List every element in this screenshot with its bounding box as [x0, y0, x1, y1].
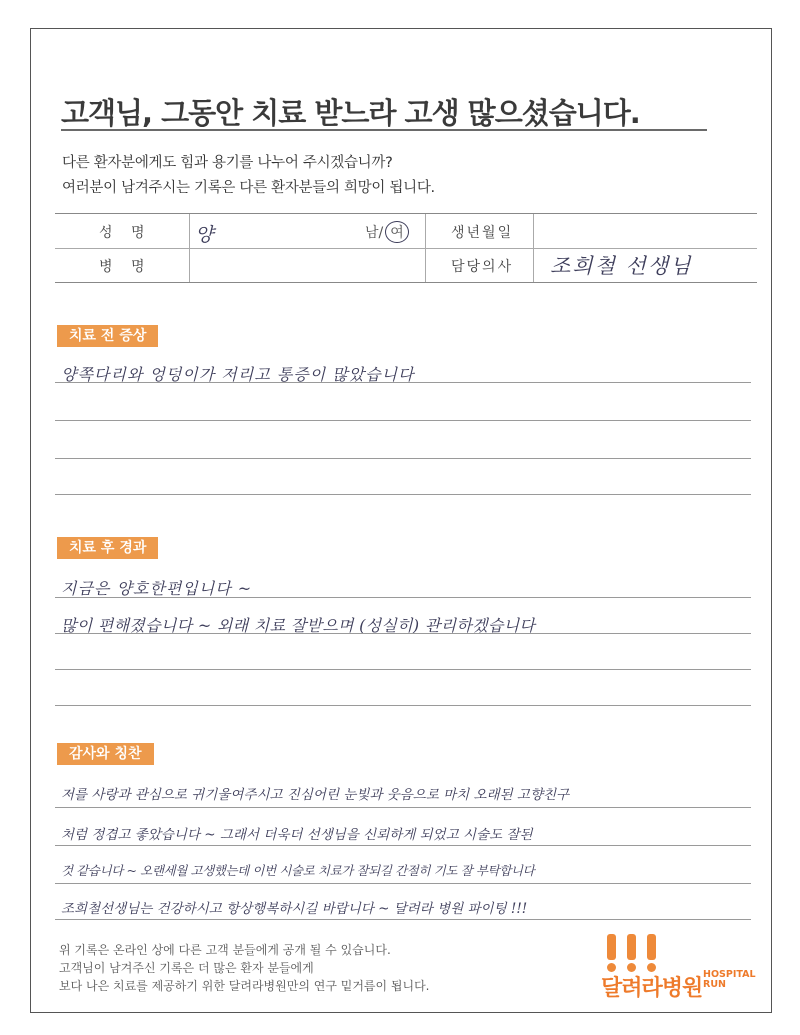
logo-en-line-2: RUN	[703, 979, 726, 990]
footer-line-2: 고객님이 남겨주신 기록은 더 많은 환자 분들에게	[59, 961, 314, 975]
footer-line-3: 보다 나은 치료를 제공하기 위한 달려라병원만의 연구 밑거름이 됩니다.	[59, 979, 430, 993]
footer-line-1: 위 기록은 온라인 상에 다른 고객 분들에게 공개 될 수 있습니다.	[59, 943, 391, 957]
thanks-line-2: 처럼 정겹고 좋았습니다 ~ 그래서 더욱더 선생님을 신뢰하게 되었고 시술도 잘된	[61, 827, 533, 843]
section-badge-after: 치료 후 경과	[57, 537, 158, 559]
hospital-logo-name: 달려라병원	[601, 976, 703, 1001]
section-badge-before: 치료 전 증상	[57, 325, 158, 347]
patient-info-table	[55, 213, 757, 283]
doctor-label: 담당의사	[451, 259, 514, 275]
diagnosis-label: 병 명	[99, 259, 152, 275]
gender-selected: 여	[385, 221, 409, 243]
birth-label: 생년월일	[451, 225, 514, 241]
logo-en-line-1: HOSPITAL	[703, 969, 756, 980]
subtitle-line-2: 여러분이 남겨주시는 기록은 다른 환자분들의 희망이 됩니다.	[62, 180, 435, 196]
form-title: 고객님, 그동안 치료 받느라 고생 많으셨습니다.	[61, 96, 640, 130]
after-line-2: 많이 편해졌습니다 ~ 외래 치료 잘받으며 (성실히) 관리하겠습니다	[61, 616, 536, 635]
thanks-line-3: 것 같습니다 ~ 오랜세월 고생했는데 이번 시술로 치료가 잘되길 간절히 기도 잘 부탁합니다	[61, 863, 535, 878]
testimonial-form	[30, 28, 772, 1013]
before-line-1: 양쪽다리와 엉덩이가 저리고 통증이 많았습니다	[61, 365, 415, 384]
gender-text: 남/	[365, 225, 384, 241]
hospital-logo-english	[703, 970, 756, 990]
gender-field	[365, 221, 409, 243]
title-underline	[61, 129, 707, 131]
thanks-line-1: 저를 사랑과 관심으로 귀기울여주시고 진심어린 눈빛과 웃음으로 마치 오래된 고향친구	[61, 787, 570, 803]
after-line-1: 지금은 양호한편입니다 ~	[61, 579, 253, 598]
name-label: 성 명	[99, 225, 152, 241]
subtitle-line-1: 다른 환자분에게도 힘과 용기를 나누어 주시겠습니까?	[62, 155, 393, 171]
section-badge-thanks: 감사와 칭찬	[57, 743, 154, 765]
doctor-value: 조희철 선생님	[550, 254, 693, 278]
thanks-line-4: 조희철선생님는 건강하시고 항상행복하시길 바랍니다 ~ 달려라 병원 파이팅 !!!	[61, 901, 528, 917]
name-value: 양	[195, 224, 214, 246]
